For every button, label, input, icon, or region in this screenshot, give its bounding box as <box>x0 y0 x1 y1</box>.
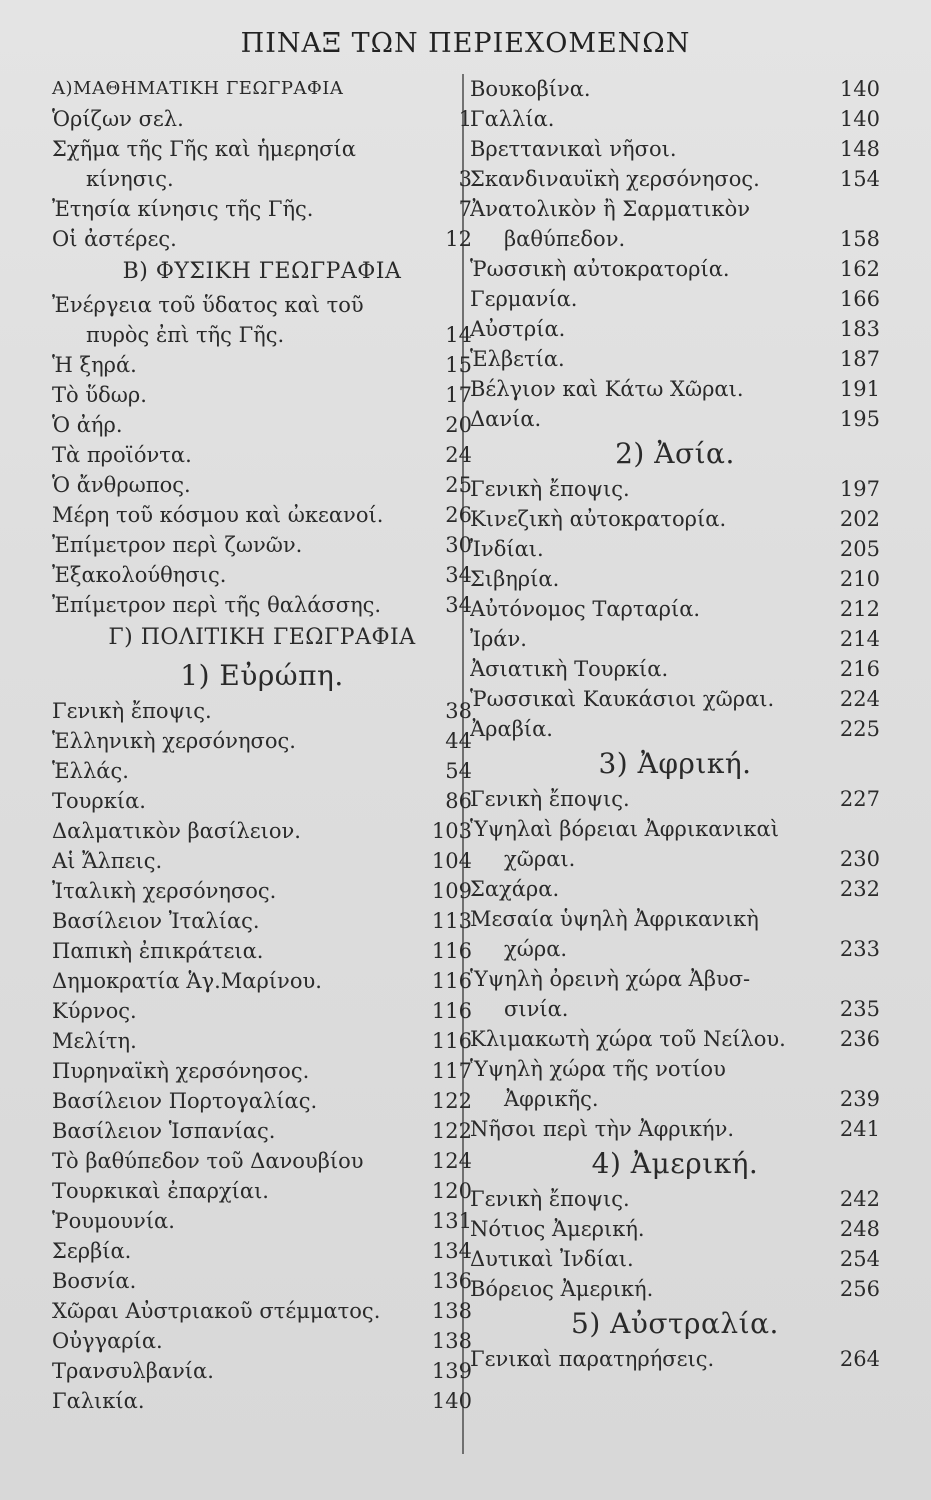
toc-entry-title: σινία. <box>504 997 569 1021</box>
toc-entry <box>52 1026 472 1056</box>
toc-entry <box>470 1214 880 1244</box>
toc-entry-title: Ἐπίμετρον περὶ ζωνῶν. <box>52 533 303 557</box>
toc-entry <box>52 1326 472 1356</box>
toc-entry <box>52 530 472 560</box>
toc-entry-page: 104 <box>431 849 472 873</box>
toc-entry-page: 1 <box>458 107 472 131</box>
toc-entry-page: 116 <box>431 969 472 993</box>
toc-entry-page: 139 <box>431 1359 472 1383</box>
toc-entry-title: Ῥωσσικαὶ Καυκάσιοι χῶραι. <box>470 687 775 711</box>
toc-entry <box>470 964 880 994</box>
toc-entry <box>52 500 472 530</box>
toc-entry-page: 140 <box>839 107 880 131</box>
toc-entry-page: 3 <box>458 167 472 191</box>
toc-entry-title: Τουρκικαὶ ἐπαρχίαι. <box>52 1179 269 1203</box>
toc-entry-title: Ἰταλικὴ χερσόνησος. <box>52 879 277 903</box>
toc-entry-title: Βασίλειον Ἰταλίας. <box>52 909 260 933</box>
toc-list <box>52 104 472 254</box>
toc-entry <box>470 134 880 164</box>
toc-entry <box>52 560 472 590</box>
toc-entry <box>52 786 472 816</box>
toc-entry-page: 12 <box>445 227 472 251</box>
toc-entry <box>470 874 880 904</box>
toc-entry-page: 34 <box>445 563 472 587</box>
toc-entry <box>470 344 880 374</box>
toc-entry-title: Δημοκρατία Ἁγ.Μαρίνου. <box>52 969 322 993</box>
toc-entry-title: Ἐτησία κίνησις τῆς Γῆς. <box>52 197 314 221</box>
toc-entry-title: Ῥουμουνία. <box>52 1209 175 1233</box>
toc-entry-page: 86 <box>445 789 472 813</box>
toc-entry-title: Σερβία. <box>52 1239 132 1263</box>
toc-entry <box>52 590 472 620</box>
toc-entry <box>470 404 880 434</box>
toc-entry <box>52 906 472 936</box>
toc-entry-page: 166 <box>839 287 880 311</box>
toc-entry-title: Τὸ ὕδωρ. <box>52 383 147 407</box>
toc-entry <box>52 1356 472 1386</box>
toc-entry-title: Ἡ ξηρά. <box>52 353 137 377</box>
toc-entry-page: 138 <box>431 1299 472 1323</box>
toc-entry <box>470 504 880 534</box>
toc-entry <box>470 254 880 284</box>
toc-entry-title: χῶραι. <box>504 847 576 871</box>
toc-entry-title: Βοσνία. <box>52 1269 137 1293</box>
toc-entry <box>52 846 472 876</box>
toc-entry-page: 136 <box>431 1269 472 1293</box>
toc-entry-page: 113 <box>431 909 472 933</box>
toc-entry-page: 30 <box>445 533 472 557</box>
toc-entry <box>470 74 880 104</box>
toc-entry-page: 248 <box>839 1217 880 1241</box>
toc-entry <box>470 564 880 594</box>
toc-entry <box>470 164 880 194</box>
toc-entry <box>52 966 472 996</box>
toc-entry <box>52 164 472 194</box>
toc-entry <box>52 1236 472 1266</box>
toc-entry-page: 24 <box>445 443 472 467</box>
toc-entry-title: Αὐτόνομος Ταρταρία. <box>470 597 701 621</box>
toc-entry-page: 131 <box>431 1209 472 1233</box>
toc-entry-title: Χῶραι Αὐστριακοῦ στέμματος. <box>52 1299 381 1323</box>
toc-entry <box>470 224 880 254</box>
toc-entry <box>470 1244 880 1274</box>
toc-entry-page: 140 <box>431 1389 472 1413</box>
toc-entry-page: 256 <box>839 1277 880 1301</box>
toc-entry-page: 202 <box>839 507 880 531</box>
toc-entry-page: 122 <box>431 1119 472 1143</box>
toc-entry-page: 54 <box>445 759 472 783</box>
toc-entry-title: Ἀσιατικὴ Τουρκία. <box>470 657 669 681</box>
toc-entry-title: Παπικὴ ἐπικράτεια. <box>52 939 264 963</box>
toc-entry <box>470 1084 880 1114</box>
toc-entry <box>470 784 880 814</box>
toc-entry-page: 227 <box>839 787 880 811</box>
toc-entry-page: 7 <box>458 197 472 221</box>
toc-entry-page: 124 <box>431 1149 472 1173</box>
toc-entry-page: 195 <box>839 407 880 431</box>
toc-entry-title: Ὑψηλὴ ὀρεινὴ χώρα Ἀβυσ- <box>470 967 751 991</box>
toc-entry-title: Ἐνέργεια τοῦ ὕδατος καὶ τοῦ <box>52 293 364 317</box>
toc-entry-title: Πυρηναϊκὴ χερσόνησος. <box>52 1059 310 1083</box>
toc-entry-page: 205 <box>839 537 880 561</box>
toc-entry-title: Ἑλβετία. <box>470 347 565 371</box>
toc-list <box>470 784 880 1144</box>
toc-entry-title: Ὑψηλὴ χώρα τῆς νοτίου <box>470 1057 726 1081</box>
toc-list <box>52 290 472 620</box>
toc-entry-title: Ἑλλάς. <box>52 759 129 783</box>
toc-entry <box>470 104 880 134</box>
toc-entry-page: 230 <box>839 847 880 871</box>
toc-entry <box>470 904 880 934</box>
toc-entry <box>470 1184 880 1214</box>
left-column <box>52 74 472 1416</box>
toc-entry <box>470 1054 880 1084</box>
toc-entry-title: βαθύπεδον. <box>504 227 626 251</box>
toc-entry-title: Ὁρίζων σελ. <box>52 107 184 131</box>
toc-entry-title: Βασίλειον Πορτογαλίας. <box>52 1089 318 1113</box>
toc-entry-title: Οἱ ἀστέρες. <box>52 227 177 251</box>
toc-entry-page: 235 <box>839 997 880 1021</box>
toc-entry <box>52 470 472 500</box>
toc-entry-title: Σχῆμα τῆς Γῆς καὶ ἡμερησία <box>52 137 356 161</box>
toc-entry-page: 224 <box>839 687 880 711</box>
toc-entry <box>52 996 472 1026</box>
toc-entry-page: 183 <box>839 317 880 341</box>
toc-entry <box>52 1086 472 1116</box>
toc-entry-page: 225 <box>839 717 880 741</box>
toc-entry-title: Δυτικαὶ Ἰνδίαι. <box>470 1247 634 1271</box>
toc-entry-title: Τρανσυλβανία. <box>52 1359 214 1383</box>
toc-entry <box>52 350 472 380</box>
toc-entry-page: 214 <box>839 627 880 651</box>
toc-entry <box>52 194 472 224</box>
toc-entry <box>52 1206 472 1236</box>
toc-entry-title: Ἀνατολικὸν ἢ Σαρματικὸν <box>470 197 750 221</box>
toc-entry <box>470 1024 880 1054</box>
toc-entry-title: Γενικὴ ἔποψις. <box>470 1187 630 1211</box>
toc-entry <box>52 756 472 786</box>
toc-entry <box>52 1176 472 1206</box>
toc-entry <box>52 1116 472 1146</box>
toc-entry-title: Βρεττανικαὶ νῆσοι. <box>470 137 677 161</box>
toc-entry <box>470 194 880 224</box>
toc-entry-page: 197 <box>839 477 880 501</box>
toc-entry-title: Γενικὴ ἔποψις. <box>52 699 212 723</box>
toc-entry-page: 264 <box>839 1347 880 1371</box>
toc-entry-title: Σαχάρα. <box>470 877 560 901</box>
right-column <box>470 74 880 1374</box>
toc-entry-title: Δανία. <box>470 407 542 431</box>
section-heading-c: Γ) ΠΟΛΙΤΙΚΗ ΓΕΩΓΡΑΦΙΑ <box>108 625 416 650</box>
toc-entry-page: 120 <box>431 1179 472 1203</box>
toc-entry-title: Μελίτη. <box>52 1029 137 1053</box>
toc-entry-title: Αἱ Ἄλπεις. <box>52 849 163 873</box>
toc-entry <box>470 534 880 564</box>
toc-entry-title: Γενικὴ ἔποψις. <box>470 787 630 811</box>
toc-entry <box>470 1344 880 1374</box>
toc-entry-title: Μεσαία ὑψηλὴ Ἀφρικανικὴ <box>470 907 759 931</box>
toc-entry-title: Βόρειος Ἀμερική. <box>470 1277 654 1301</box>
toc-entry-page: 34 <box>445 593 472 617</box>
toc-entry-title: Σκανδιναυϊκὴ χερσόνησος. <box>470 167 760 191</box>
toc-entry-page: 109 <box>431 879 472 903</box>
toc-entry-page: 233 <box>839 937 880 961</box>
toc-entry <box>470 844 880 874</box>
toc-entry-page: 103 <box>431 819 472 843</box>
toc-entry-page: 140 <box>839 77 880 101</box>
toc-entry-title: Μέρη τοῦ κόσμου καὶ ὠκεανοί. <box>52 503 384 527</box>
toc-entry-page: 241 <box>839 1117 880 1141</box>
toc-entry-page: 122 <box>431 1089 472 1113</box>
toc-entry <box>52 696 472 726</box>
toc-entry-title: Νότιος Ἀμερική. <box>470 1217 645 1241</box>
toc-entry <box>470 684 880 714</box>
toc-entry-page: 158 <box>839 227 880 251</box>
toc-entry-page: 210 <box>839 567 880 591</box>
toc-entry-title: Νῆσοι περὶ τὴν Ἀφρικήν. <box>470 1117 735 1141</box>
toc-entry <box>52 816 472 846</box>
subsection-heading-europe: 1) Εὐρώπη. <box>180 659 344 692</box>
toc-entry <box>52 936 472 966</box>
toc-entry-title: Τὰ προϊόντα. <box>52 443 192 467</box>
subsection-heading-asia: 2) Ἀσία. <box>615 437 735 470</box>
toc-entry <box>52 380 472 410</box>
toc-entry-page: 236 <box>839 1027 880 1051</box>
toc-entry-page: 116 <box>431 1029 472 1053</box>
toc-entry <box>52 134 472 164</box>
section-heading-a: Α)ΜΑΘΗΜΑΤΙΚΗ ΓΕΩΓΡΑΦΙΑ <box>52 78 344 99</box>
toc-entry-title: Αὐστρία. <box>470 317 566 341</box>
toc-entry-page: 254 <box>839 1247 880 1271</box>
toc-entry-title: Ἀφρικῆς. <box>504 1087 599 1111</box>
subsection-heading-australia: 5) Αὐστραλία. <box>571 1307 779 1340</box>
toc-entry-page: 14 <box>445 323 472 347</box>
toc-entry-page: 26 <box>445 503 472 527</box>
toc-entry-title: Βουκοβίνα. <box>470 77 591 101</box>
toc-entry-page: 162 <box>839 257 880 281</box>
toc-entry-page: 242 <box>839 1187 880 1211</box>
toc-entry <box>470 474 880 504</box>
toc-entry-title: Ὁ ἀήρ. <box>52 413 123 437</box>
subsection-heading-america: 4) Ἀμερική. <box>591 1147 759 1180</box>
toc-entry <box>52 1296 472 1326</box>
toc-entry-page: 117 <box>431 1059 472 1083</box>
toc-entry-page: 148 <box>839 137 880 161</box>
toc-entry-title: Ἰνδίαι. <box>470 537 544 561</box>
toc-entry-title: Γαλλία. <box>470 107 555 131</box>
page-title: ΠΙΝΑΞ ΤΩΝ ΠΕΡΙΕΧΟΜΕΝΩΝ <box>240 28 691 59</box>
toc-entry-title: Κύρνος. <box>52 999 137 1023</box>
toc-entry-title: Οὐγγαρία. <box>52 1329 163 1353</box>
toc-entry <box>470 374 880 404</box>
toc-entry <box>470 284 880 314</box>
toc-entry-page: 20 <box>445 413 472 437</box>
toc-entry <box>470 654 880 684</box>
toc-entry-title: χώρα. <box>504 937 568 961</box>
toc-list <box>52 696 472 1416</box>
toc-entry-title: Γενικὴ ἔποψις. <box>470 477 630 501</box>
toc-entry <box>470 594 880 624</box>
toc-entry-title: Γενικαὶ παρατηρήσεις. <box>470 1347 715 1371</box>
toc-entry-title: Βασίλειον Ἱσπανίας. <box>52 1119 276 1143</box>
toc-list <box>470 474 880 744</box>
toc-entry-title: Ἐξακολούθησις. <box>52 563 227 587</box>
toc-entry-page: 154 <box>839 167 880 191</box>
toc-entry-title: Σιβηρία. <box>470 567 560 591</box>
toc-entry-title: κίνησις. <box>86 167 174 191</box>
toc-entry <box>52 290 472 320</box>
toc-entry-title: Ῥωσσικὴ αὐτοκρατορία. <box>470 257 730 281</box>
toc-entry-page: 116 <box>431 999 472 1023</box>
toc-entry-page: 138 <box>431 1329 472 1353</box>
toc-entry-page: 116 <box>431 939 472 963</box>
toc-entry-title: Βέλγιον καὶ Κάτω Χῶραι. <box>470 377 744 401</box>
toc-entry-page: 216 <box>839 657 880 681</box>
toc-entry-page: 38 <box>445 699 472 723</box>
toc-entry <box>470 714 880 744</box>
toc-entry <box>470 314 880 344</box>
toc-entry-title: Γερμανία. <box>470 287 578 311</box>
toc-entry-title: Δαλματικὸν βασίλειον. <box>52 819 301 843</box>
toc-list <box>470 1344 880 1374</box>
toc-entry <box>470 934 880 964</box>
toc-entry-page: 17 <box>445 383 472 407</box>
toc-entry-title: πυρὸς ἐπὶ τῆς Γῆς. <box>86 323 285 347</box>
toc-entry <box>52 1146 472 1176</box>
toc-entry-title: Ἐπίμετρον περὶ τῆς θαλάσσης. <box>52 593 382 617</box>
toc-entry <box>52 876 472 906</box>
toc-entry <box>470 1274 880 1304</box>
section-heading-b: Β) ΦΥΣΙΚΗ ΓΕΩΓΡΑΦΙΑ <box>122 259 402 284</box>
toc-entry-title: Κινεζικὴ αὐτοκρατορία. <box>470 507 727 531</box>
toc-entry <box>52 410 472 440</box>
toc-list <box>470 1184 880 1304</box>
toc-entry-title: Ἀραβία. <box>470 717 553 741</box>
toc-entry-page: 191 <box>839 377 880 401</box>
toc-entry <box>470 624 880 654</box>
subsection-heading-africa: 3) Ἀφρική. <box>598 747 752 780</box>
toc-entry-page: 44 <box>445 729 472 753</box>
toc-entry <box>52 104 472 134</box>
toc-entry <box>52 726 472 756</box>
toc-entry-title: Τουρκία. <box>52 789 146 813</box>
toc-entry <box>52 1386 472 1416</box>
toc-entry-page: 25 <box>445 473 472 497</box>
toc-entry <box>52 440 472 470</box>
toc-entry-page: 239 <box>839 1087 880 1111</box>
toc-entry-page: 187 <box>839 347 880 371</box>
toc-entry-title: Ἑλληνικὴ χερσόνησος. <box>52 729 296 753</box>
toc-entry-title: Τὸ βαθύπεδον τοῦ Δανουβίου <box>52 1149 364 1173</box>
toc-entry-title: Κλιμακωτὴ χώρα τοῦ Νείλου. <box>470 1027 786 1051</box>
toc-entry-title: Ὑψηλαὶ βόρειαι Ἀφρικανικαὶ <box>470 817 779 841</box>
toc-entry <box>52 1266 472 1296</box>
toc-entry-page: 212 <box>839 597 880 621</box>
toc-entry <box>470 814 880 844</box>
toc-entry <box>470 1114 880 1144</box>
toc-entry <box>470 994 880 1024</box>
toc-entry-title: Ὁ ἄνθρωπος. <box>52 473 191 497</box>
toc-entry <box>52 224 472 254</box>
toc-entry-page: 232 <box>839 877 880 901</box>
toc-entry-title: Ἰράν. <box>470 627 527 651</box>
toc-entry-title: Γαλικία. <box>52 1389 145 1413</box>
toc-entry-page: 15 <box>445 353 472 377</box>
toc-list <box>470 74 880 434</box>
toc-entry <box>52 320 472 350</box>
toc-entry-page: 134 <box>431 1239 472 1263</box>
toc-entry <box>52 1056 472 1086</box>
